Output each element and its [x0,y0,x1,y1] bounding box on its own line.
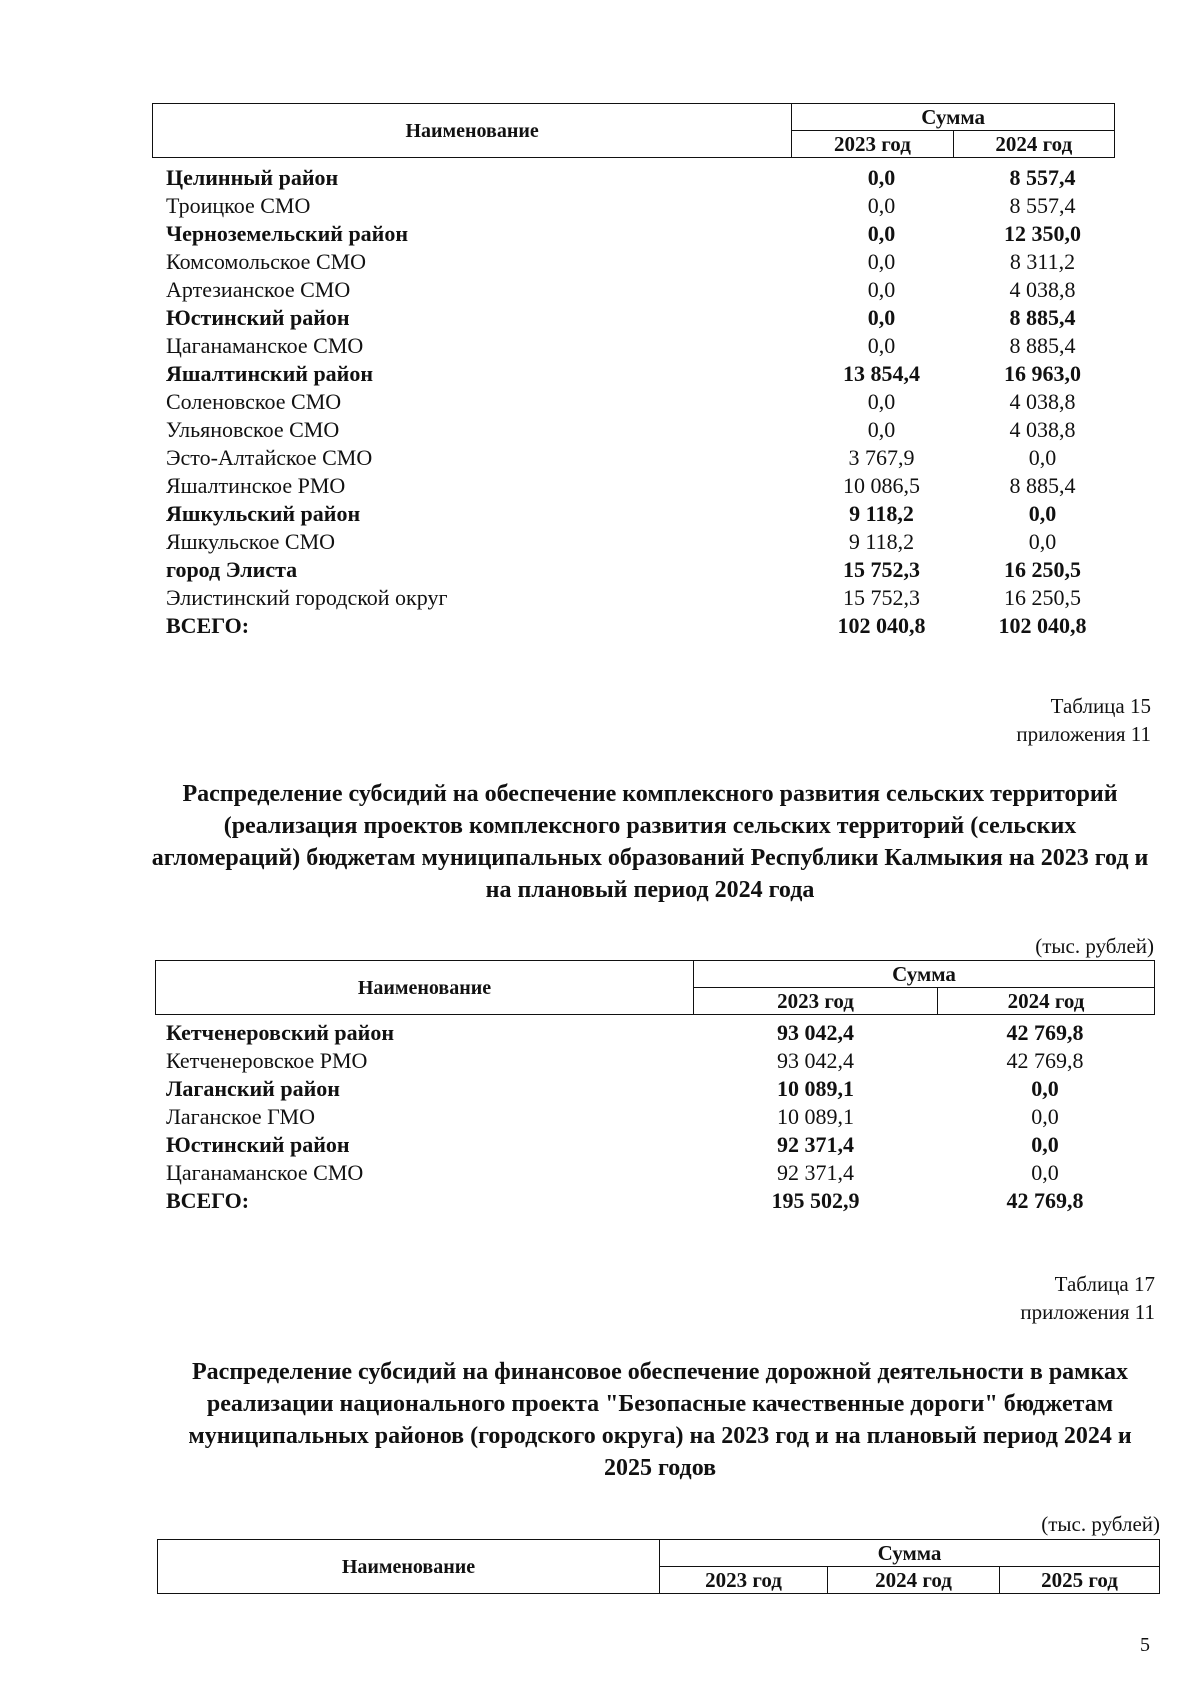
header-2024-cell: 2024 год [953,131,1114,158]
header-2023-cell: 2023 год [694,988,938,1015]
table-row [166,416,1116,444]
table-row [166,1047,1156,1075]
row-value-2023: 15 752,3 [843,585,920,610]
header-2024-cell: 2024 год [938,988,1155,1015]
row-name: Цаганаманское СМО [166,333,364,358]
row-name: Кетченеровское РМО [166,1048,368,1073]
table17-appendix: приложения 11 [1020,1300,1155,1324]
row-name: Троицкое СМО [166,193,311,218]
header-sum-cell: Сумма [660,1540,1160,1567]
table-row [166,304,1116,332]
row-value-2023: 9 118,2 [849,501,914,526]
row-value-2024: 8 557,4 [1009,165,1076,190]
row-value-2024: 16 250,5 [1004,557,1081,582]
table-row [166,528,1116,556]
row-value-2023: 92 371,4 [777,1132,854,1157]
row-value-2024: 8 885,4 [1009,333,1076,358]
row-value-2024: 0,0 [1028,501,1057,526]
table-row [166,1019,1156,1047]
row-value-2023: 0,0 [867,333,896,358]
header-2023-cell: 2023 год [660,1567,828,1594]
header-2024-cell: 2024 год [828,1567,1000,1594]
table15-number: Таблица 15 [1050,694,1151,718]
table-row [166,500,1116,528]
row-value-2024: 0,0 [1031,1104,1059,1129]
row-value-2023: 102 040,8 [837,613,926,638]
row-name: Яшкульское СМО [166,529,336,554]
table-row [166,248,1116,276]
row-value-2024: 8 885,4 [1009,305,1076,330]
row-value-2023: 0,0 [867,389,896,414]
row-name: Артезианское СМО [166,277,351,302]
row-name: Лаганское ГМО [166,1104,315,1129]
table-row [166,1103,1156,1131]
row-value-2024: 102 040,8 [998,613,1087,638]
header-name-cell: Наименование [156,961,694,1015]
row-value-2023: 9 118,2 [848,529,915,554]
table15-header [155,960,1155,1015]
row-value-2023: 15 752,3 [843,557,920,582]
row-value-2024: 0,0 [1028,529,1057,554]
table15-appendix: приложения 11 [1016,722,1151,746]
row-name: ВСЕГО: [166,613,250,638]
row-value-2024: 42 769,8 [1006,1048,1084,1073]
row-value-2023: 0,0 [867,165,896,190]
row-name: Лаганский район [166,1076,340,1101]
row-name: Эсто-Алтайское СМО [166,445,373,470]
row-value-2024: 8 885,4 [1009,473,1076,498]
row-name: Яшалтинское РМО [166,473,346,498]
row-value-2023: 3 767,9 [848,445,915,470]
row-value-2023: 13 854,4 [843,361,920,386]
table-row [166,388,1116,416]
row-name: Черноземельский район [166,221,409,246]
row-value-2023: 0,0 [867,221,896,246]
table-row [166,164,1116,192]
row-name: Яшалтинский район [166,361,374,386]
row-value-2024: 0,0 [1031,1160,1059,1185]
header-name-cell: Наименование [158,1540,660,1594]
row-value-2024: 8 311,2 [1009,249,1076,274]
row-value-2023: 92 371,4 [777,1160,854,1185]
table-row [166,1075,1156,1103]
row-value-2024: 42 769,8 [1006,1188,1084,1213]
row-name: Целинный район [166,165,339,190]
table-row [166,220,1116,248]
table17-header [157,1539,1160,1594]
row-name: Цаганаманское СМО [166,1160,364,1185]
header-sum-cell: Сумма [792,104,1115,131]
table17-note [700,1270,1155,1326]
header-2025-cell: 2025 год [1000,1567,1160,1594]
header-name-cell: Наименование [153,104,792,158]
row-name: Яшкульский район [166,501,361,526]
row-name: Юстинский район [166,1132,350,1157]
row-value-2024: 4 038,8 [1009,417,1076,442]
table17-unit: (тыс. рублей) [1041,1512,1160,1536]
table-row [166,332,1116,360]
row-name: Юстинский район [166,305,350,330]
row-value-2024: 0,0 [1028,445,1057,470]
table-row [166,192,1116,220]
table-row [166,584,1116,612]
table-row [166,1187,1156,1215]
row-value-2023: 0,0 [867,417,896,442]
row-value-2024: 16 250,5 [1004,585,1081,610]
row-value-2024: 42 769,8 [1006,1020,1084,1045]
row-name: Кетченеровский район [166,1020,395,1045]
table17-number: Таблица 17 [1054,1272,1155,1296]
row-value-2023: 0,0 [867,193,896,218]
table-row [166,444,1116,472]
table15-body [166,1019,1156,1215]
table-row [166,556,1116,584]
row-value-2023: 0,0 [867,305,896,330]
row-value-2024: 8 557,4 [1009,193,1076,218]
table15-title: Распределение субсидий на обеспечение комплексного развития сельских территорий (реализация проектов комплексного развития сельских территорий (сельских агломераций) бюджетам муниципальных образований Республики Калмыкия на 2023 год и на плановый период 2024 года [151,781,1149,903]
header-2023-cell: 2023 год [792,131,953,158]
row-value-2024: 4 038,8 [1009,389,1076,414]
row-name: Комсомольское СМО [166,249,367,274]
row-value-2023: 93 042,4 [777,1020,854,1045]
row-value-2023: 10 089,1 [777,1104,854,1129]
row-value-2024: 12 350,0 [1004,221,1081,246]
row-value-2024: 0,0 [1031,1132,1059,1157]
table15-unit: (тыс. рублей) [1035,934,1154,958]
table-row [166,360,1116,388]
table-row [166,276,1116,304]
table-row [166,1131,1156,1159]
row-name: ВСЕГО: [166,1188,250,1213]
row-value-2023: 93 042,4 [777,1048,854,1073]
row-value-2024: 0,0 [1031,1076,1059,1101]
table17-title: Распределение субсидий на финансовое обеспечение дорожной деятельности в рамках реализации национального проекта "Безопасные качественные дороги" бюджетам муниципальных районов (городского округа) на 2023 год и на плановый период 2024 и 2025 годов [188,1359,1132,1481]
table-row [166,472,1116,500]
row-name: город Элиста [166,557,298,582]
row-name: Элистинский городской округ [166,585,448,610]
row-value-2023: 0,0 [867,249,896,274]
row-name: Ульяновское СМО [166,417,340,442]
row-name: Соленовское СМО [166,389,342,414]
row-value-2024: 16 963,0 [1004,361,1081,386]
top-table-body [166,164,1116,640]
row-value-2023: 0,0 [867,277,896,302]
row-value-2023: 195 502,9 [771,1188,860,1213]
top-table-header [152,103,1115,158]
table15-note [700,692,1151,748]
table-row [166,612,1116,640]
table-row [166,1159,1156,1187]
row-value-2024: 4 038,8 [1009,277,1076,302]
header-sum-cell: Сумма [694,961,1155,988]
row-value-2023: 10 089,1 [777,1076,854,1101]
page-number: 5 [1140,1634,1150,1656]
row-value-2023: 10 086,5 [843,473,920,498]
